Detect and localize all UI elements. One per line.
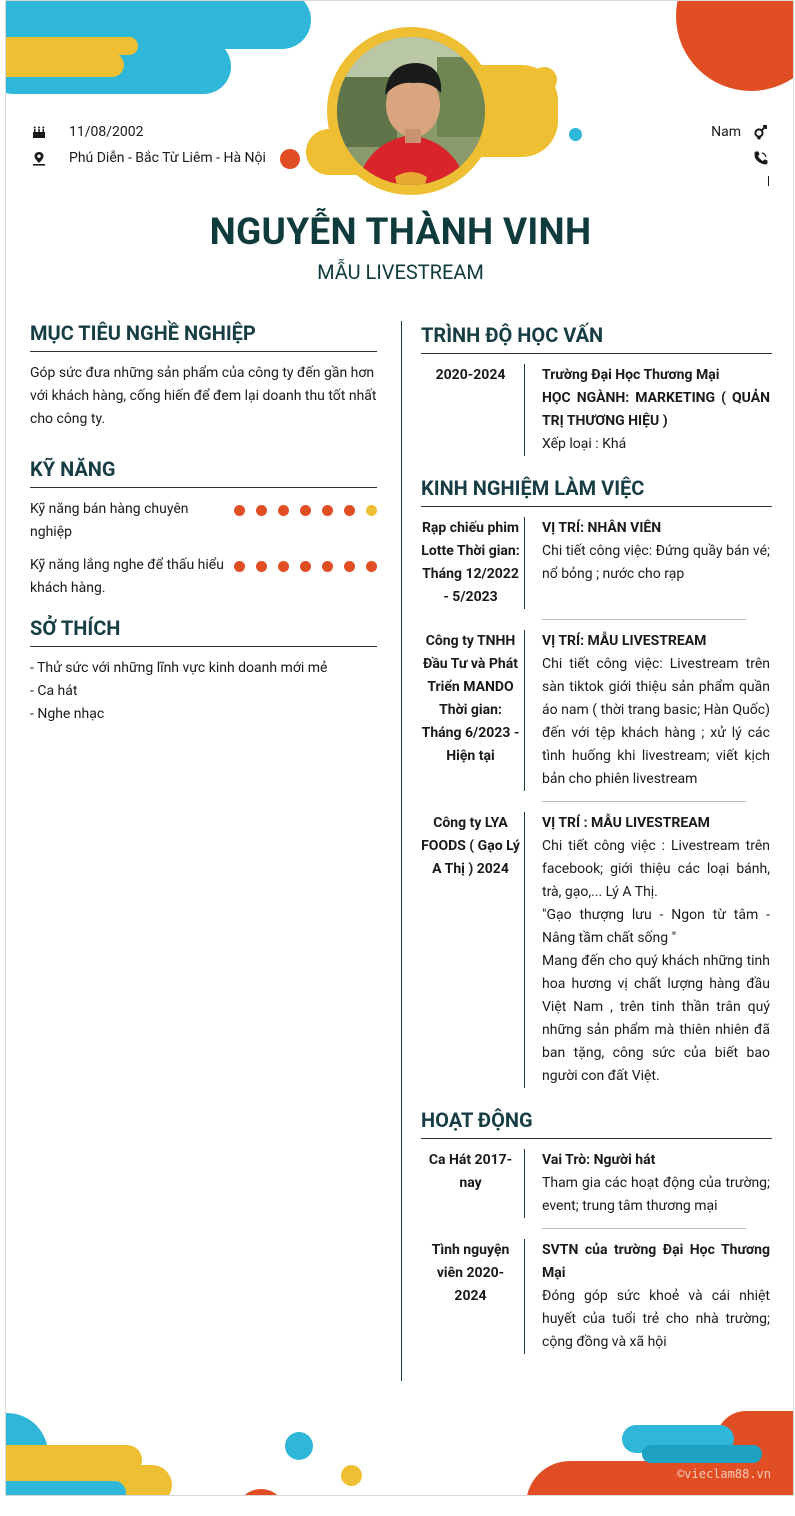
gender-value: Nam <box>711 124 741 140</box>
experience-detail: Chi tiết công việc: Livestream trên sàn tiktok giới thiệu sản phẩm quần áo nam ( thời trang basic; Hàn Quốc) đến với tệp khách hàng ; xử lý các tình huống khi livestream; viết kịch bản cho phiên livestream <box>542 656 770 787</box>
experience-role: VỊ TRÍ: NHÂN VIÊN <box>542 520 662 536</box>
gender-row <box>711 119 769 145</box>
education-school: Trường Đại Học Thương Mại <box>542 367 720 383</box>
phone-icon <box>753 150 769 166</box>
skills-list <box>30 498 377 600</box>
location-pin-icon <box>31 150 47 166</box>
education-section <box>421 323 772 456</box>
objective-text: Góp sức đưa những sản phẩm của công ty đến gần hơn với khách hàng, cống hiến để đem lại doanh thu tốt nhất cho công ty. <box>30 365 377 427</box>
experience-section <box>421 476 772 1088</box>
experience-details <box>542 812 770 1088</box>
education-title: TRÌNH ĐỘ HỌC VẤN <box>421 323 772 354</box>
skill-dot <box>234 505 245 516</box>
skill-dot <box>366 505 377 516</box>
skill-dot <box>256 561 267 572</box>
entry-line <box>524 1239 525 1354</box>
objective-title: MỤC TIÊU NGHỀ NGHIỆP <box>30 321 377 352</box>
activities-list <box>421 1149 772 1354</box>
avatar <box>337 37 485 185</box>
activities-detail: Đóng góp sức khoẻ và cái nhiệt huyết của tuổi trẻ cho nhà trường; cộng đồng và xã hội <box>542 1288 770 1350</box>
experience-details <box>542 630 770 791</box>
skill-rating <box>234 561 377 572</box>
experience-role: VỊ TRÍ : MẪU LIVESTREAM <box>542 815 710 831</box>
cv-page <box>5 0 794 1496</box>
skill-name: Kỹ năng bán hàng chuyên nghiệp <box>30 501 189 540</box>
watermark: ©vieclam88.vn <box>677 1467 771 1481</box>
activities-details <box>542 1239 770 1354</box>
extra-row <box>711 171 769 191</box>
skill-dot <box>344 561 355 572</box>
education-grade: Xếp loại : Khá <box>542 436 627 452</box>
address-value: Phú Diễn - Bắc Từ Liêm - Hà Nội <box>69 150 266 166</box>
education-entry <box>421 364 772 456</box>
entry-separator <box>542 619 746 620</box>
birthday-row <box>31 119 266 145</box>
right-column <box>421 323 772 1374</box>
contact-right <box>711 119 769 191</box>
entry-line <box>524 630 525 791</box>
skill-dot <box>344 505 355 516</box>
activities-role: Vai Trò: Người hát <box>542 1152 656 1168</box>
hobbies-section <box>30 616 377 726</box>
education-major: HỌC NGÀNH: MARKETING ( QUẢN TRỊ THƯƠNG HIỆU ) <box>542 390 770 429</box>
skill-dot <box>300 561 311 572</box>
cake-icon <box>31 124 47 140</box>
skill-row <box>30 554 377 600</box>
activities-details <box>542 1149 770 1218</box>
activities-detail: Tham gia các hoạt động của trường; event; trung tâm thương mại <box>542 1175 770 1214</box>
activities-section <box>421 1108 772 1354</box>
candidate-name: NGUYỄN THÀNH VINH <box>209 211 592 254</box>
experience-details <box>542 517 770 609</box>
entry-line <box>524 812 525 1088</box>
hobby-item: - Nghe nhạc <box>30 706 105 722</box>
experience-detail: "Gạo thượng lưu - Ngon từ tâm - Nâng tầm chất sống " <box>542 907 770 946</box>
skills-title: KỸ NĂNG <box>30 457 377 488</box>
skill-dot <box>278 561 289 572</box>
experience-entry <box>421 517 772 609</box>
decor-teal-circle-bottom <box>285 1432 313 1460</box>
experience-role: VỊ TRÍ: MẪU LIVESTREAM <box>542 633 707 649</box>
hobbies-title: SỞ THÍCH <box>30 616 377 647</box>
skill-dot <box>278 505 289 516</box>
decor-yellow-bar-2 <box>5 53 124 77</box>
extra-marker <box>768 176 769 186</box>
skills-section <box>30 457 377 600</box>
skill-dot <box>366 561 377 572</box>
birthday-value: 11/08/2002 <box>69 124 144 140</box>
education-details <box>542 364 770 456</box>
decor-orange-circle-top <box>676 0 794 91</box>
decor-yellow-circle-bottom <box>341 1465 362 1486</box>
gender-icon <box>753 124 769 140</box>
experience-detail: Mang đến cho quý khách những tinh hoa hương vị chất lượng hàng đầu Việt Nam , trên tinh thần trân quý những sản phẩm mà thiên nhiên đã ban tặng, công sức của biết bao người con đất Việt. <box>542 953 770 1084</box>
experience-name: Công ty TNHH Đầu Tư và Phát Triển MANDO Thời gian: Tháng 6/2023 - Hiện tại <box>421 633 520 764</box>
decor-teal-bar-bottom-right-2 <box>642 1445 762 1463</box>
decor-teal-bar-bottom <box>5 1481 126 1496</box>
experience-entry <box>421 812 772 1088</box>
decor-yellow-circle-small <box>531 67 557 93</box>
skill-dot <box>322 561 333 572</box>
activities-title: HOẠT ĐỘNG <box>421 1108 772 1139</box>
skill-dot <box>256 505 267 516</box>
objective-section <box>30 321 377 431</box>
skill-row <box>30 498 377 544</box>
left-column <box>30 321 377 752</box>
activities-entry <box>421 1239 772 1354</box>
experience-name: Công ty LYA FOODS ( Gạo Lý A Thị ) 2024 <box>421 815 520 877</box>
education-period: 2020-2024 <box>435 367 506 383</box>
contact-left <box>31 119 266 171</box>
skill-dot <box>300 505 311 516</box>
experience-list <box>421 517 772 1088</box>
experience-detail: Chi tiết công việc : Livestream trên facebook; giới thiệu các loại bánh, trà, gạo,... Lý A Thị. <box>542 838 770 900</box>
activities-name: Tình nguyện viên 2020-2024 <box>431 1242 510 1304</box>
phone-row <box>711 145 769 171</box>
skill-dot <box>234 561 245 572</box>
entry-line <box>524 517 525 609</box>
entry-separator <box>542 801 746 802</box>
hobby-item: - Thử sức với những lĩnh vực kinh doanh mới mẻ <box>30 660 328 676</box>
skill-rating <box>234 505 377 516</box>
activities-name: Ca Hát 2017- nay <box>428 1152 513 1191</box>
skill-name: Kỹ năng lắng nghe để thấu hiểu khách hàng. <box>30 557 224 596</box>
experience-name: Rạp chiếu phim Lotte Thời gian: Tháng 12/2022 - 5/2023 <box>421 520 520 605</box>
decor-teal-dot <box>569 128 582 141</box>
experience-entry <box>421 630 772 791</box>
activities-role: SVTN của trường Đại Học Thương Mại <box>542 1242 770 1281</box>
experience-detail: Chi tiết công việc: Đứng quầy bán vé; nổ bỏng ; nước cho rạp <box>542 543 770 582</box>
column-divider <box>401 321 402 1381</box>
entry-line <box>524 364 525 456</box>
decor-orange-dot <box>280 149 300 169</box>
candidate-title: MẪU LIVESTREAM <box>317 260 484 284</box>
entry-line <box>524 1149 525 1218</box>
address-row <box>31 145 266 171</box>
skill-dot <box>322 505 333 516</box>
activities-entry <box>421 1149 772 1218</box>
entry-separator <box>542 1228 746 1229</box>
decor-orange-semicircle-bottom <box>236 1489 286 1496</box>
hobby-item: - Ca hát <box>30 683 78 699</box>
experience-title: KINH NGHIỆM LÀM VIỆC <box>421 476 772 507</box>
avatar-illustration <box>337 37 485 185</box>
